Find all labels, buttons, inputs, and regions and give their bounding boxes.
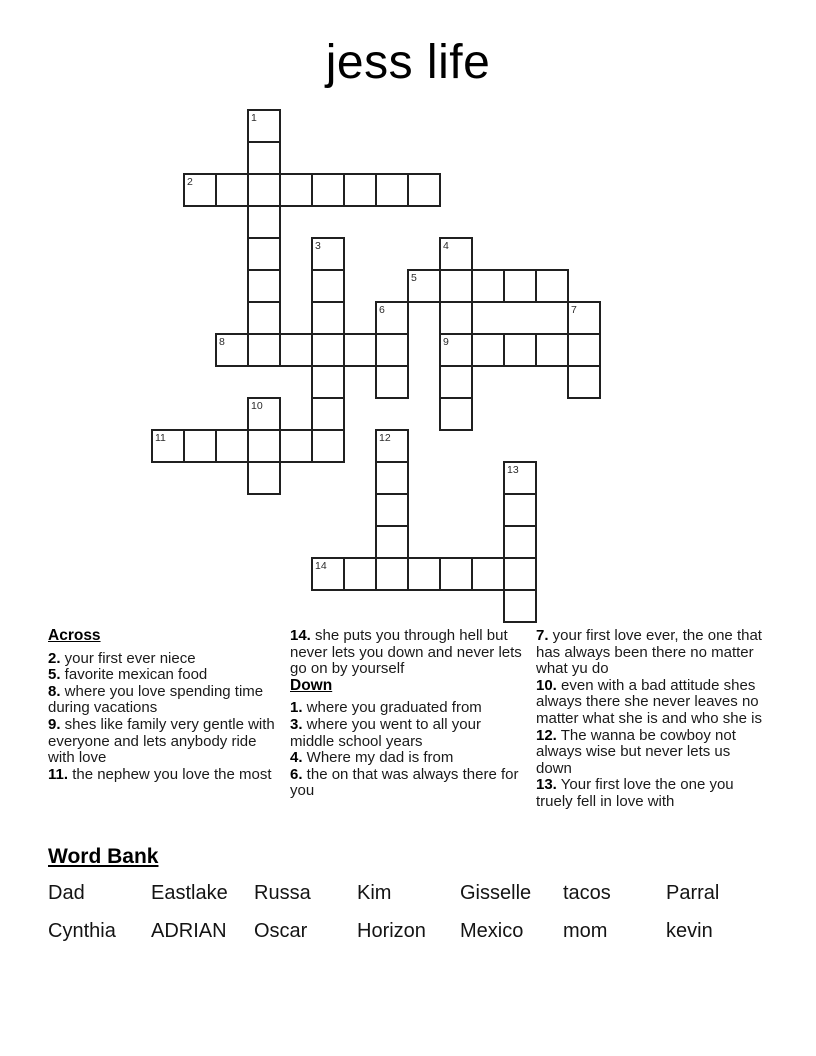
word-bank-item-oscar: Oscar <box>254 920 308 942</box>
grid-cell-r14c10[interactable] <box>471 557 505 591</box>
clue-number: 1. <box>290 699 303 717</box>
clue-text: where you went to all your middle school years <box>290 715 481 750</box>
grid-number-2: 2 <box>187 176 193 188</box>
word-bank-title: Word Bank <box>48 845 159 868</box>
grid-cell-r7c12[interactable] <box>535 333 569 367</box>
clue-text: Where my dad is from <box>302 749 454 767</box>
grid-cell-r6c3[interactable] <box>247 301 281 335</box>
grid-number-6: 6 <box>379 304 385 316</box>
grid-number-4: 4 <box>443 240 449 252</box>
grid-cell-r7c11[interactable] <box>503 333 537 367</box>
grid-cell-r2c7[interactable] <box>375 173 409 207</box>
puzzle-title: jess life <box>325 36 491 89</box>
grid-cell-r2c5[interactable] <box>311 173 345 207</box>
clue-10 <box>536 678 762 728</box>
grid-number-5: 5 <box>411 272 417 284</box>
grid-cell-r7c6[interactable] <box>343 333 377 367</box>
grid-cell-r6c9[interactable] <box>439 301 473 335</box>
clue-14 <box>290 628 528 678</box>
grid-cell-r10c2[interactable] <box>215 429 249 463</box>
grid-number-13: 13 <box>507 464 519 476</box>
clue-number: 7. <box>536 627 549 644</box>
grid-cell-r6c5[interactable] <box>311 301 345 335</box>
clue-number: 6. <box>290 765 303 783</box>
grid-cell-r11c7[interactable] <box>375 461 409 495</box>
word-bank-item-gisselle: Gisselle <box>460 882 532 904</box>
grid-number-12: 12 <box>379 432 391 444</box>
clues-column-across <box>48 628 283 783</box>
clue-7 <box>536 628 762 678</box>
clue-1 <box>290 700 528 717</box>
clue-number: 13. <box>536 776 557 794</box>
grid-cell-r10c4[interactable] <box>279 429 313 463</box>
grid-cell-r15c11[interactable] <box>503 589 537 623</box>
clue-text: the on that was always there for you <box>290 765 519 800</box>
grid-cell-r7c4[interactable] <box>279 333 313 367</box>
word-bank-item-mom: mom <box>563 920 608 942</box>
clue-4 <box>290 750 528 767</box>
word-bank-item-mexico: Mexico <box>460 920 524 942</box>
grid-cell-r2c2[interactable] <box>215 173 249 207</box>
grid-cell-r8c5[interactable] <box>311 365 345 399</box>
clue-text: your first love ever, the one that has always been there no matter what yu do <box>536 627 762 678</box>
clue-number: 2. <box>48 649 61 667</box>
clue-12 <box>536 728 762 778</box>
grid-number-11: 11 <box>155 432 166 444</box>
clue-number: 10. <box>536 676 557 694</box>
word-bank-item-eastlake: Eastlake <box>151 882 228 904</box>
grid-cell-r14c6[interactable] <box>343 557 377 591</box>
word-bank-item-dad: Dad <box>48 882 85 904</box>
clue-text: favorite mexican food <box>60 666 208 684</box>
grid-number-3: 3 <box>315 240 321 252</box>
clue-2 <box>48 651 283 668</box>
word-bank-item-adrian: ADRIAN <box>151 920 227 942</box>
grid-number-9: 9 <box>443 336 449 348</box>
clue-text: she puts you through hell but never lets you down and never lets go on by yourself <box>290 627 522 678</box>
grid-cell-r10c3[interactable] <box>247 429 281 463</box>
grid-cell-r14c7[interactable] <box>375 557 409 591</box>
clue-11 <box>48 767 283 784</box>
word-bank-row <box>48 882 769 905</box>
clue-text: shes like family very gentle with everyone and lets anybody ride with love <box>48 715 275 767</box>
grid-cell-r12c11[interactable] <box>503 493 537 527</box>
grid-cell-r10c1[interactable] <box>183 429 217 463</box>
grid-cell-r11c3[interactable] <box>247 461 281 495</box>
clue-text: your first ever niece <box>60 649 196 667</box>
clue-number: 4. <box>290 749 303 767</box>
clue-number: 5. <box>48 666 61 684</box>
across-header: Across <box>48 627 101 644</box>
grid-number-7: 7 <box>571 304 577 316</box>
grid-cell-r5c9[interactable] <box>439 269 473 303</box>
grid-cell-r2c6[interactable] <box>343 173 377 207</box>
clue-9 <box>48 717 283 767</box>
grid-cell-r4c3[interactable] <box>247 237 281 271</box>
clue-number: 3. <box>290 715 303 733</box>
grid-cell-r7c7[interactable] <box>375 333 409 367</box>
clue-5 <box>48 667 283 684</box>
word-bank-item-horizon: Horizon <box>357 920 426 942</box>
clues-column-down <box>536 628 762 811</box>
word-bank-item-cynthia: Cynthia <box>48 920 116 942</box>
grid-cell-r13c7[interactable] <box>375 525 409 559</box>
grid-cell-r7c5[interactable] <box>311 333 345 367</box>
clue-number: 9. <box>48 715 61 733</box>
grid-cell-r13c11[interactable] <box>503 525 537 559</box>
grid-number-14: 14 <box>315 560 327 572</box>
grid-cell-r2c4[interactable] <box>279 173 313 207</box>
clue-13 <box>536 777 762 810</box>
grid-cell-r5c11[interactable] <box>503 269 537 303</box>
grid-cell-r5c5[interactable] <box>311 269 345 303</box>
grid-cell-r1c3[interactable] <box>247 141 281 175</box>
grid-number-10: 10 <box>251 400 263 412</box>
grid-cell-r5c3[interactable] <box>247 269 281 303</box>
clue-text: The wanna be cowboy not always wise but never lets us down <box>536 726 736 777</box>
grid-cell-r14c11[interactable] <box>503 557 537 591</box>
grid-cell-r14c9[interactable] <box>439 557 473 591</box>
grid-cell-r5c12[interactable] <box>535 269 569 303</box>
clue-3 <box>290 717 528 750</box>
word-bank-row <box>48 920 769 943</box>
grid-number-1: 1 <box>251 112 257 124</box>
word-bank-item-parral: Parral <box>666 882 720 904</box>
clue-6 <box>290 767 528 800</box>
clue-8 <box>48 684 283 717</box>
grid-cell-r7c3[interactable] <box>247 333 281 367</box>
grid-cell-r2c8[interactable] <box>407 173 441 207</box>
grid-cell-r7c13[interactable] <box>567 333 601 367</box>
clues-column-middle <box>290 628 528 800</box>
grid-cell-r7c10[interactable] <box>471 333 505 367</box>
word-bank-item-kim: Kim <box>357 882 392 904</box>
grid-cell-r10c5[interactable] <box>311 429 345 463</box>
clue-text: Your first love the one you truely fell in love with <box>536 776 734 810</box>
grid-cell-r9c5[interactable] <box>311 397 345 431</box>
grid-cell-r3c3[interactable] <box>247 205 281 239</box>
clue-text: where you graduated from <box>302 699 482 717</box>
grid-number-8: 8 <box>219 336 225 348</box>
clue-text: where you love spending time during vacations <box>48 682 264 717</box>
word-bank-item-tacos: tacos <box>563 882 611 904</box>
clue-number: 8. <box>48 682 61 700</box>
down-header: Down <box>290 676 333 694</box>
grid-cell-r14c8[interactable] <box>407 557 441 591</box>
word-bank-item-kevin: kevin <box>666 920 713 942</box>
grid-cell-r12c7[interactable] <box>375 493 409 527</box>
clue-text: even with a bad attitude shes always there she never leaves no matter what she is and who she is <box>536 676 762 727</box>
clue-number: 11. <box>48 765 69 783</box>
grid-cell-r2c3[interactable] <box>247 173 281 207</box>
clue-number: 14. <box>290 627 311 644</box>
grid-cell-r8c13[interactable] <box>567 365 601 399</box>
word-bank-item-russa: Russa <box>254 882 311 904</box>
clue-text: the nephew you love the most <box>68 765 272 783</box>
grid-cell-r8c9[interactable] <box>439 365 473 399</box>
grid-cell-r5c10[interactable] <box>471 269 505 303</box>
grid-cell-r9c9[interactable] <box>439 397 473 431</box>
clue-number: 12. <box>536 726 557 744</box>
grid-cell-r8c7[interactable] <box>375 365 409 399</box>
